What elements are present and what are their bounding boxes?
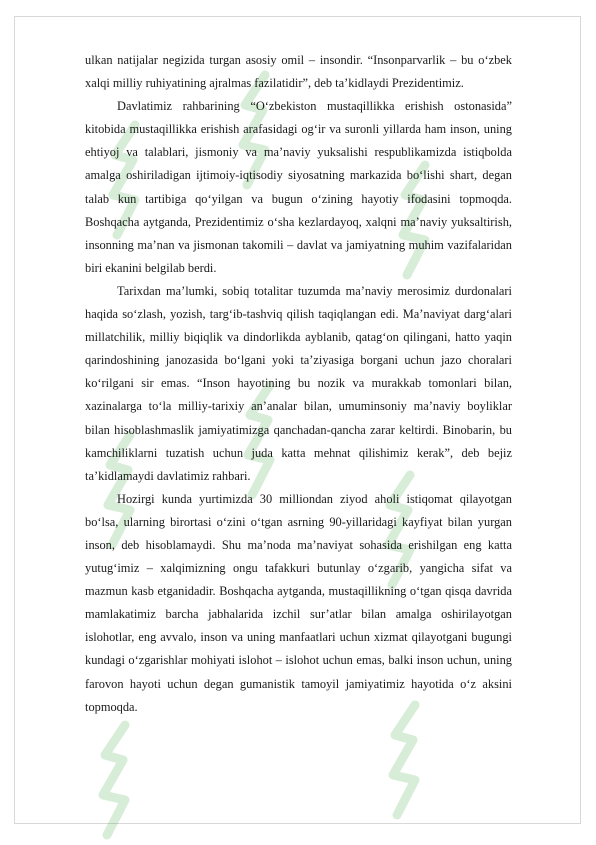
- paragraph: Davlatimiz rahbarining “O‘zbekiston mustaqillikka erishish ostonasida” kitobida mustaqillikka erishish arafasidagi og‘ir va suronli yillarda ham inson, uning ehtiyoj va talablari, jismoniy va ma’naviy yuksalishi respublikamizda istiqbolda amalga oshiriladigan ijtimoiy-iqtisodiy siyosatning markazida bo‘lishi shart, degan talab kun tartibiga qo‘yilgan va bugun o‘zining hayotiy ifodasini topmoqda. Boshqacha aytganda, Prezidentimiz o‘sha kezlardayoq, xalqni ma’naviy yuksaltirish, insonning ma’nan va jismonan takomili – davlat va jamiyatning muhim vazifalaridan biri ekanini belgilab berdi.: [85, 99, 512, 275]
- paragraph: Tarixdan ma’lumki, sobiq totalitar tuzumda ma’naviy merosimiz durdonalari haqida so‘zlash, yozish, targ‘ib-tashviq qilish taqiqlangan edi. Ma’naviyat darg‘alari millatchilik, milliy biqiqlik va dindorlikda ayblanib, qatag‘on qilingani, hatto yaqin qarindoshining janozasida bo‘lgani yoki ta’ziyasiga borgani uchun jazo choralari ko‘rilgani sir emas. “Inson hayotining bu nozik va murakkab tomonlari bilan, xazinalarga to‘la milliy-tarixiy an’analar bilan, umuminsoniy ma’naviy boyliklar bilan hisoblashmaslik jamiyatimizga qanchadan-qancha zarar keltirdi. Binobarin, bu kamchiliklarni tuzatish uchun juda katta mehnat qilishimiz kerak”, deb bejiz ta’kidlamaydi davlatimiz rahbari.: [85, 283, 512, 483]
- paragraph: Hozirgi kunda yurtimizda 30 milliondan ziyod aholi istiqomat qilayotgan bo‘lsa, ularning birortasi o‘zini o‘tgan asrning 90-yillaridagi kayfiyat bilan yurgan inson, deb hisoblamaydi. Shu ma’noda ma’naviyat sohasida erishilgan eng katta yutug‘imiz – xalqimizning ongu tafakkuri butunlay o‘zgarib, yangicha sifat va mazmun kasb etganidadir. Boshqacha aytganda, mustaqillikning o‘tgan qisqa davrida mamlakatimiz barcha jabhalarida izchil sur’atlar bilan amalga oshirilayotgan islohotlar, eng avvalo, inson va uning manfaatlari uchun xizmat qilayotgani bugungi kundagi o‘zgarishlar mohiyati islohot – islohot uchun emas, balki inson uchun, uning farovon hayoti uchun degan gumanistik tamoyil jamiyatimiz hayotida o‘z aksini topmoqda.: [85, 491, 512, 714]
- document-body: [85, 49, 512, 719]
- paragraph: ulkan natijalar negizida turgan asosiy omil – insondir. “Insonparvarlik – bu o‘zbek xalqi milliy ruhiyatining ajralmas fazilatidir”, deb ta’kidlaydi Prezidentimiz.: [85, 53, 512, 91]
